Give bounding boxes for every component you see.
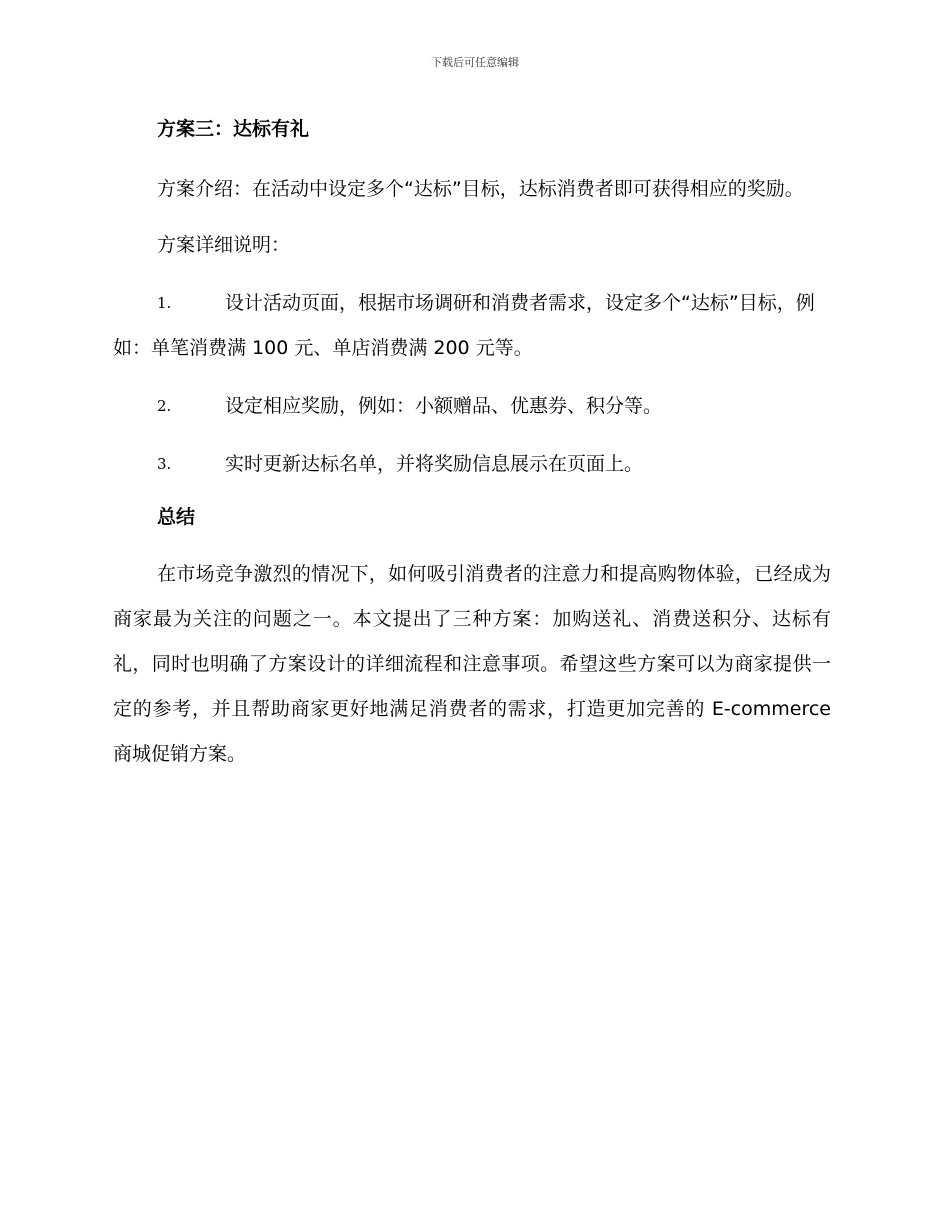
list-item bbox=[113, 281, 831, 371]
list-item-text: 设计活动页面，根据市场调研和消费者需求，设定多个“达标”目标，例如：单笔消费满 100 元、单店消费满 200 元等。 bbox=[113, 292, 815, 359]
intro-paragraph: 方案介绍：在活动中设定多个“达标”目标，达标消费者即可获得相应的奖励。 bbox=[157, 178, 804, 200]
list-number: 2. bbox=[157, 397, 172, 415]
page-header: 下载后可任意编辑 bbox=[431, 56, 519, 69]
summary-paragraph: 在市场竞争激烈的情况下，如何吸引消费者的注意力和提高购物体验，已经成为商家最为关注的问题之一。本文提出了三种方案：加购送礼、消费送积分、达标有礼，同时也明确了方案设计的详细流程和注意事项。希望这些方案可以为商家提供一定的参考，并且帮助商家更好地满足消费者的需求，打造更加完善的 E-commerce 商城促销方案。 bbox=[113, 563, 831, 765]
list-number: 1. bbox=[157, 294, 172, 312]
list-item-text: 实时更新达标名单，并将奖励信息展示在页面上。 bbox=[225, 453, 644, 475]
summary-title: 总结 bbox=[157, 506, 196, 528]
list-number: 3. bbox=[157, 455, 172, 473]
list-item-text: 设定相应奖励，例如：小额赠品、优惠券、积分等。 bbox=[225, 395, 663, 417]
section-title: 方案三：达标有礼 bbox=[157, 118, 310, 140]
list-item bbox=[113, 442, 831, 487]
list-item bbox=[113, 384, 831, 429]
document-body bbox=[113, 113, 831, 788]
details-label: 方案详细说明： bbox=[157, 234, 291, 256]
